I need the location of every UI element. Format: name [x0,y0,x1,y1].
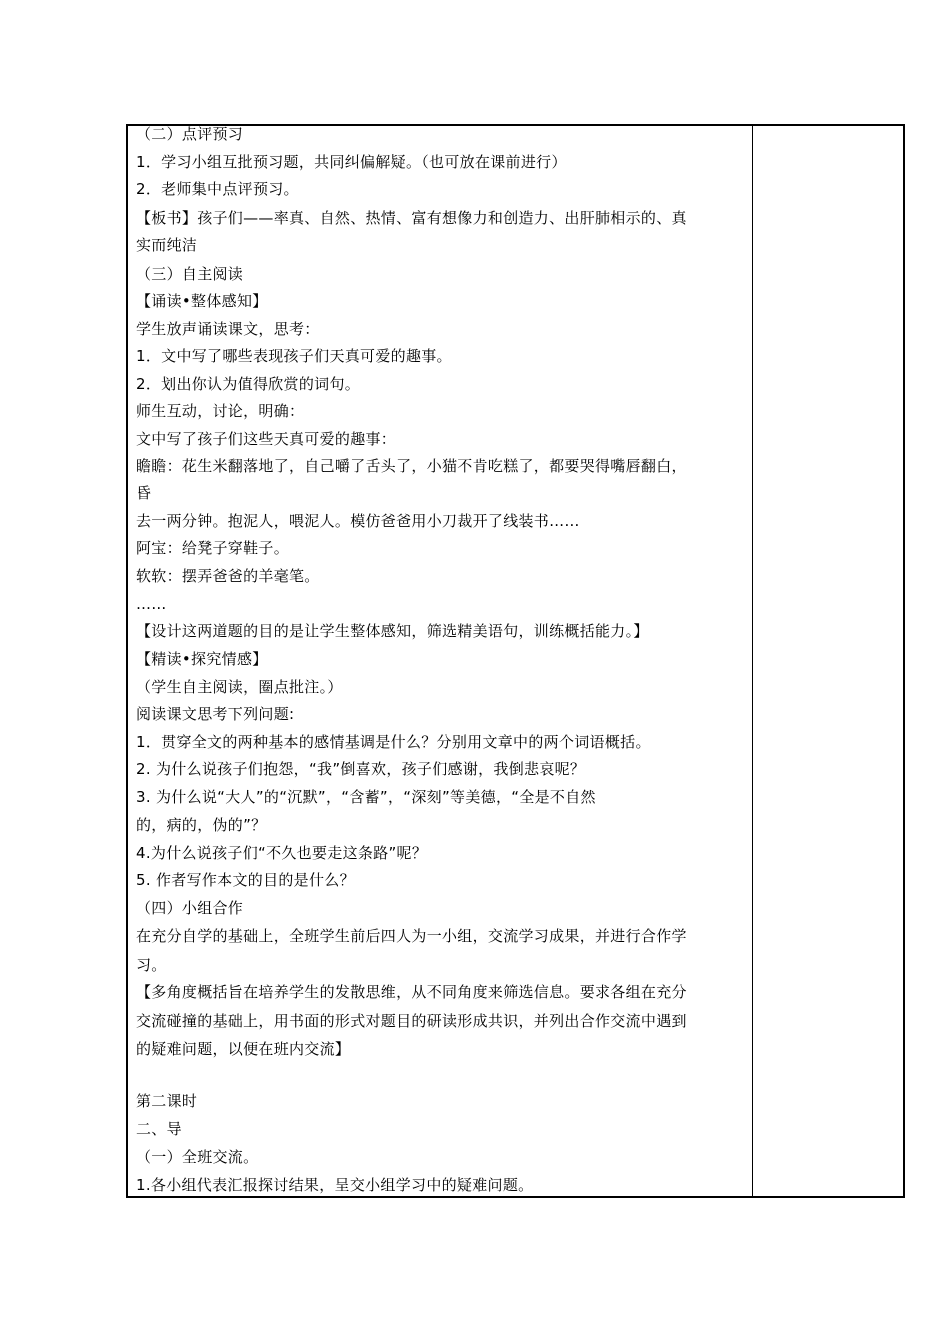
text-line: 【诵读•整体感知】 [136,292,268,310]
text-line: 2. 为什么说孩子们抱怨，“我”倒喜欢，孩子们感谢，我倒悲哀呢？ [136,760,586,778]
text-line: 在充分自学的基础上，全班学生前后四人为一小组，交流学习成果，并进行合作学 [136,927,687,945]
text-line: 去一两分钟。抱泥人，喂泥人。模仿爸爸用小刀裁开了线装书…… [136,512,580,530]
text-line: 软软：摆弄爸爸的羊毫笔。 [136,567,320,585]
text-line: 1．文中写了哪些表现孩子们天真可爱的趣事。 [136,347,452,365]
text-line: 学生放声诵读课文，思考： [136,320,320,338]
text-line: 的疑难问题，以便在班内交流】 [136,1040,351,1058]
text-line: 实而纯洁 [136,236,198,254]
text-line: 文中写了孩子们这些天真可爱的趣事： [136,430,397,448]
text-line: 2．划出你认为值得欣赏的词句。 [136,375,361,393]
text-line: 3. 为什么说“大人”的“沉默”，“含蓄”，“深刻”等美德，“全是不自然 [136,788,596,806]
text-line: 第二课时 [136,1092,198,1110]
text-line: 4.为什么说孩子们“不久也要走这条路”呢？ [136,844,428,862]
text-line: 1．学习小组互批预习题，共同纠偏解疑。（也可放在课前进行） [136,153,567,171]
text-line: （四）小组合作 [136,899,244,917]
text-line: （学生自主阅读，圈点批注。） [136,678,343,696]
text-line: 【设计这两道题的目的是让学生整体感知，筛选精美语句，训练概括能力。】 [136,622,649,640]
text-line: （一）全班交流。 [136,1148,259,1166]
text-line: 交流碰撞的基础上，用书面的形式对题目的研读形成共识，并列出合作交流中遇到 [136,1012,687,1030]
text-line: 的，病的，伪的”？ [136,816,267,834]
text-line: 瞻瞻：花生米翻落地了，自己嚼了舌头了，小猫不肯吃糕了，都要哭得嘴唇翻白， [136,457,687,475]
text-line: 1.各小组代表汇报探讨结果，呈交小组学习中的疑难问题。 [136,1176,534,1194]
text-line: 2．老师集中点评预习。 [136,180,299,198]
notes-column-cell [753,126,903,1196]
text-line: 师生互动，讨论，明确： [136,402,305,420]
text-line: 二、导 [136,1120,182,1138]
text-line: （三）自主阅读 [136,265,244,283]
text-line: 1．贯穿全文的两种基本的感情基调是什么？分别用文章中的两个词语概括。 [136,733,651,751]
text-line: …… [136,595,167,613]
text-line: 【板书】孩子们——率真、自然、热情、富有想像力和创造力、出肝肺相示的、真 [136,209,687,227]
text-line: 阿宝：给凳子穿鞋子。 [136,539,290,557]
text-line: （二）点评预习 [136,125,244,143]
text-line: 5. 作者写作本文的目的是什么？ [136,871,355,889]
text-line: 习。 [136,956,167,974]
text-line: 【多角度概括旨在培养学生的发散思维，从不同角度来筛选信息。要求各组在充分 [136,983,687,1001]
text-line: 【精读•探究情感】 [136,650,268,668]
lesson-plan-table [126,124,905,1198]
text-line: 昏 [136,484,152,502]
text-line: 阅读课文思考下列问题: [136,705,295,723]
